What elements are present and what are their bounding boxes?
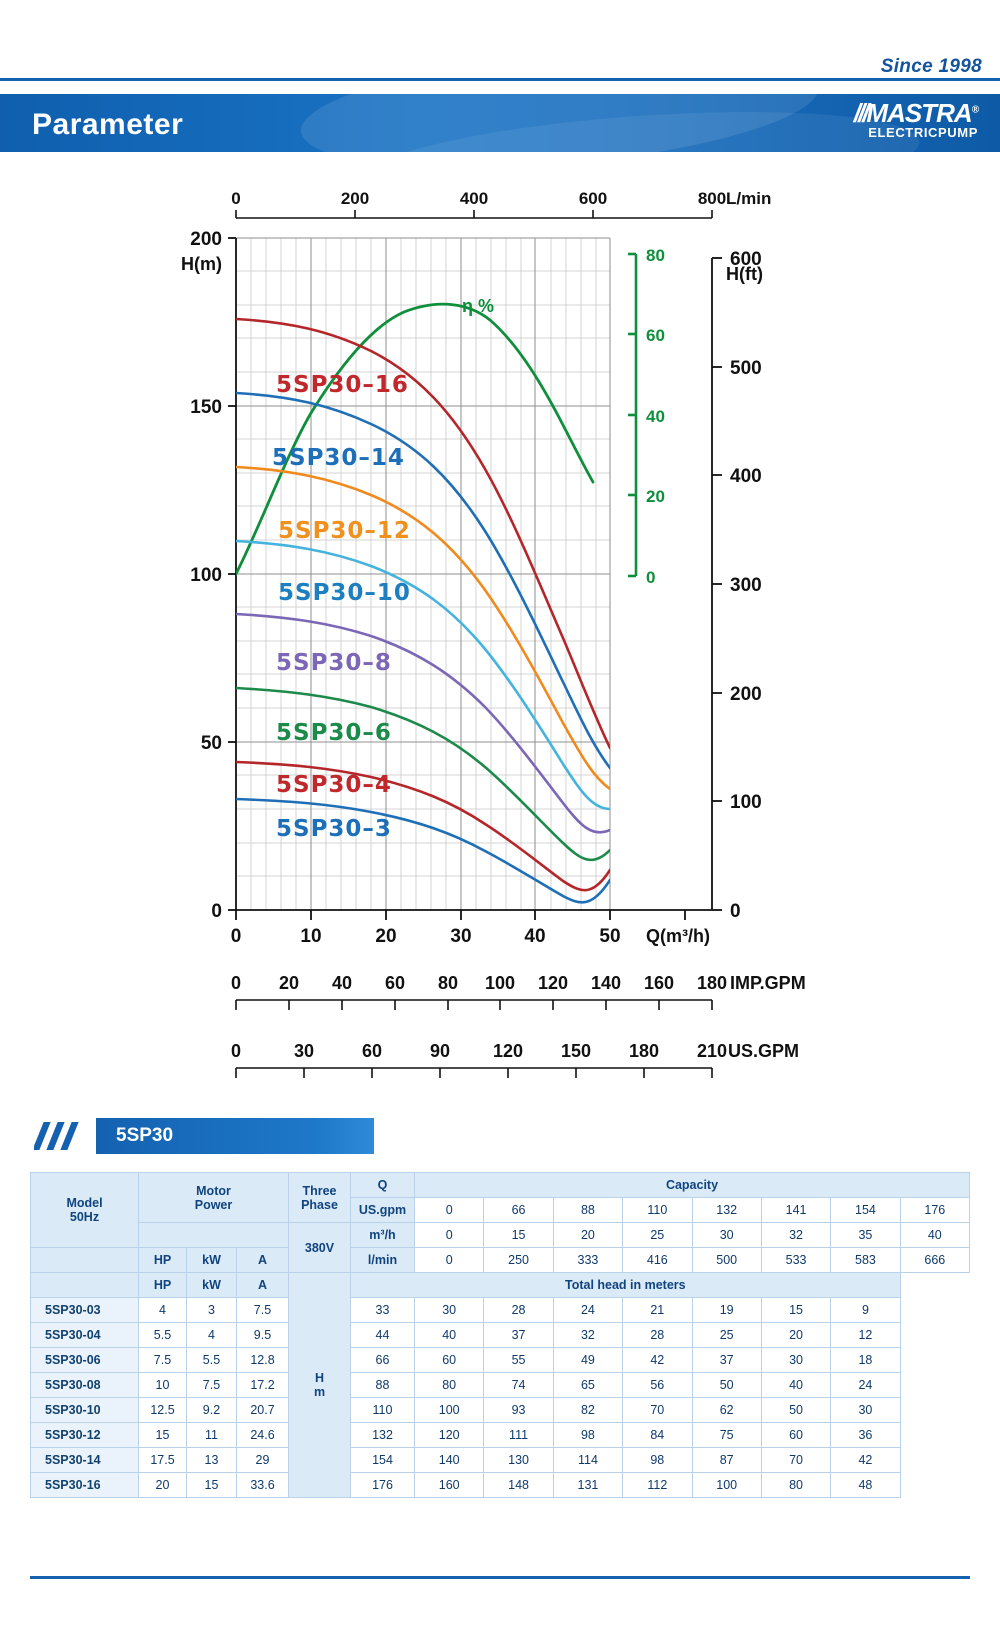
header-a-label: A bbox=[237, 1273, 289, 1298]
xtick-q-0: 0 bbox=[230, 926, 242, 947]
row-head-4: 131 bbox=[553, 1473, 622, 1498]
table-row-total-head bbox=[31, 1273, 970, 1298]
cap-lmin-4: 500 bbox=[692, 1248, 761, 1273]
row-model: 5SP30-06 bbox=[31, 1348, 139, 1373]
table-row bbox=[31, 1448, 970, 1473]
row-head-7: 20 bbox=[761, 1323, 830, 1348]
brand-logo bbox=[854, 100, 978, 140]
cap-lmin-0: 0 bbox=[415, 1248, 484, 1273]
row-head-1: 33 bbox=[351, 1298, 415, 1323]
cap-m3h-0: 0 bbox=[415, 1223, 484, 1248]
xtick-q-50: 50 bbox=[599, 926, 621, 947]
table-row-header-1 bbox=[31, 1173, 970, 1198]
row-head-2: 60 bbox=[415, 1348, 484, 1373]
ytick-right-0: 0 bbox=[730, 901, 741, 922]
brand-mark-text: MASTRA bbox=[866, 98, 972, 128]
section-title-block bbox=[34, 1118, 374, 1154]
header-three: Three bbox=[302, 1183, 337, 1198]
cap-lmin-3: 416 bbox=[623, 1248, 692, 1273]
imp-tick-160: 160 bbox=[643, 973, 675, 993]
xtick-q-30: 30 bbox=[450, 926, 472, 947]
row-a: 24.6 bbox=[237, 1423, 289, 1448]
cap-usgpm-6: 154 bbox=[831, 1198, 900, 1223]
row-head-3: 93 bbox=[484, 1398, 553, 1423]
header-m3h-spacer bbox=[139, 1223, 289, 1248]
row-head-5: 112 bbox=[623, 1473, 692, 1498]
header-h-unit bbox=[289, 1273, 351, 1498]
us-tick-150: 150 bbox=[560, 1041, 592, 1061]
cap-lmin-2: 333 bbox=[553, 1248, 622, 1273]
brand-subtitle: ELECTRICPUMP bbox=[868, 124, 978, 140]
table-row bbox=[31, 1423, 970, 1448]
xtick-top-0: 0 bbox=[231, 189, 241, 208]
table-row bbox=[31, 1298, 970, 1323]
cap-m3h-3: 25 bbox=[623, 1223, 692, 1248]
header-model-blank bbox=[31, 1248, 139, 1273]
ytick-right-500: 500 bbox=[730, 358, 762, 379]
row-head-2: 30 bbox=[415, 1298, 484, 1323]
curve-label-5sp30-6: 5SP30–6 bbox=[276, 720, 392, 746]
row-head-7: 80 bbox=[761, 1473, 830, 1498]
table-row bbox=[31, 1348, 970, 1373]
row-head-3: 74 bbox=[484, 1373, 553, 1398]
cap-lmin-5: 533 bbox=[761, 1248, 830, 1273]
us-tick-60: 60 bbox=[361, 1041, 383, 1061]
xtick-top-600: 600 bbox=[578, 189, 608, 208]
imp-tick-80: 80 bbox=[437, 973, 459, 993]
row-model: 5SP30-12 bbox=[31, 1423, 139, 1448]
section-hatch-icon bbox=[34, 1122, 94, 1150]
header-a: A bbox=[237, 1248, 289, 1273]
header-model-line2: 50Hz bbox=[69, 1210, 100, 1224]
since-label: Since 1998 bbox=[880, 56, 982, 77]
curve-label-5sp30-3: 5SP30–3 bbox=[276, 816, 392, 842]
xtick-q-40: 40 bbox=[524, 926, 546, 947]
axis-top-lmin bbox=[236, 210, 712, 218]
xtick-q-10: 10 bbox=[300, 926, 322, 947]
row-head-3: 28 bbox=[484, 1298, 553, 1323]
header-model bbox=[31, 1173, 139, 1248]
imp-tick-40: 40 bbox=[331, 973, 353, 993]
header-motor-power bbox=[139, 1173, 289, 1223]
efficiency-legend: η % bbox=[462, 296, 495, 316]
cap-m3h-6: 35 bbox=[831, 1223, 900, 1248]
row-head-2: 160 bbox=[415, 1473, 484, 1498]
row-head-6: 100 bbox=[692, 1473, 761, 1498]
cap-m3h-7: 40 bbox=[900, 1223, 969, 1248]
header-usgpm: US.gpm bbox=[351, 1198, 415, 1223]
row-head-2: 80 bbox=[415, 1373, 484, 1398]
row-head-7: 15 bbox=[761, 1298, 830, 1323]
row-head-5: 98 bbox=[623, 1448, 692, 1473]
imp-tick-140: 140 bbox=[590, 973, 622, 993]
row-head-4: 114 bbox=[553, 1448, 622, 1473]
curve-label-5sp30-10: 5SP30–10 bbox=[278, 580, 411, 606]
row-model: 5SP30-10 bbox=[31, 1398, 139, 1423]
row-a: 20.7 bbox=[237, 1398, 289, 1423]
row-head-4: 65 bbox=[553, 1373, 622, 1398]
row-head-2: 140 bbox=[415, 1448, 484, 1473]
header-m3h: m³/h bbox=[351, 1223, 415, 1248]
row-head-1: 88 bbox=[351, 1373, 415, 1398]
ytick-right-100: 100 bbox=[730, 792, 762, 813]
ytick-right-400: 400 bbox=[730, 466, 762, 487]
imp-tick-20: 20 bbox=[278, 973, 300, 993]
row-model: 5SP30-14 bbox=[31, 1448, 139, 1473]
imp-tick-120: 120 bbox=[537, 973, 569, 993]
ytick-left-200: 200 bbox=[190, 229, 222, 250]
row-head-5: 84 bbox=[623, 1423, 692, 1448]
row-head-8: 24 bbox=[831, 1373, 900, 1398]
row-a: 29 bbox=[237, 1448, 289, 1473]
row-head-1: 110 bbox=[351, 1398, 415, 1423]
row-hp: 10 bbox=[139, 1373, 187, 1398]
us-tick-0: 0 bbox=[230, 1041, 242, 1061]
row-a: 33.6 bbox=[237, 1473, 289, 1498]
row-head-8: 48 bbox=[831, 1473, 900, 1498]
cap-usgpm-5: 141 bbox=[761, 1198, 830, 1223]
brand-registered: ® bbox=[971, 104, 978, 116]
header-h-unit-bottom: m bbox=[313, 1385, 326, 1399]
cap-lmin-7: 666 bbox=[900, 1248, 969, 1273]
brand-mark bbox=[854, 100, 978, 127]
curve-label-5sp30-4: 5SP30–4 bbox=[276, 772, 392, 798]
row-kw: 9.2 bbox=[187, 1398, 237, 1423]
row-head-4: 24 bbox=[553, 1298, 622, 1323]
header-kw-label: kW bbox=[187, 1273, 237, 1298]
row-a: 9.5 bbox=[237, 1323, 289, 1348]
ytick-right-600: 600 bbox=[730, 249, 762, 270]
header-phase: Phase bbox=[301, 1197, 338, 1212]
axis-label-hft: H(ft) bbox=[726, 264, 763, 284]
row-kw: 5.5 bbox=[187, 1348, 237, 1373]
axis-label-us-gpm: US.GPM bbox=[728, 1041, 800, 1061]
axis-imp-gpm bbox=[236, 1000, 712, 1010]
axis-us-gpm bbox=[236, 1068, 712, 1078]
row-head-2: 100 bbox=[415, 1398, 484, 1423]
header-motor-line1: Motor bbox=[196, 1183, 231, 1198]
cap-m3h-5: 32 bbox=[761, 1223, 830, 1248]
ytick-left-0: 0 bbox=[211, 901, 222, 922]
ytick-right-200: 200 bbox=[730, 684, 762, 705]
us-tick-180: 180 bbox=[628, 1041, 660, 1061]
curve-label-5sp30-12: 5SP30–12 bbox=[278, 518, 411, 544]
cap-usgpm-2: 88 bbox=[553, 1198, 622, 1223]
row-head-8: 30 bbox=[831, 1398, 900, 1423]
row-kw: 7.5 bbox=[187, 1373, 237, 1398]
row-head-8: 18 bbox=[831, 1348, 900, 1373]
axis-right-hft bbox=[712, 258, 722, 910]
imp-tick-100: 100 bbox=[484, 973, 516, 993]
row-head-5: 56 bbox=[623, 1373, 692, 1398]
cap-usgpm-4: 132 bbox=[692, 1198, 761, 1223]
imp-tick-180: 180 bbox=[696, 973, 728, 993]
row-head-5: 70 bbox=[623, 1398, 692, 1423]
row-head-7: 70 bbox=[761, 1448, 830, 1473]
row-hp: 7.5 bbox=[139, 1348, 187, 1373]
row-model: 5SP30-03 bbox=[31, 1298, 139, 1323]
xtick-top-800: 800 bbox=[697, 189, 727, 208]
cap-m3h-4: 30 bbox=[692, 1223, 761, 1248]
header-voltage: 380V bbox=[289, 1223, 351, 1273]
table-row-header-4 bbox=[31, 1248, 970, 1273]
row-head-6: 62 bbox=[692, 1398, 761, 1423]
header-model-line1: Model bbox=[66, 1196, 103, 1210]
row-head-3: 148 bbox=[484, 1473, 553, 1498]
axis-label-q: Q(m³/h) bbox=[646, 926, 710, 946]
us-tick-120: 120 bbox=[492, 1041, 524, 1061]
header-q: Q bbox=[351, 1173, 415, 1198]
us-tick-30: 30 bbox=[293, 1041, 315, 1061]
table-row bbox=[31, 1398, 970, 1423]
cap-lmin-1: 250 bbox=[484, 1248, 553, 1273]
xtick-q-20: 20 bbox=[375, 926, 397, 947]
eff-tick-80: 80 bbox=[646, 246, 665, 265]
row-a: 17.2 bbox=[237, 1373, 289, 1398]
ytick-left-100: 100 bbox=[190, 565, 222, 586]
row-head-8: 36 bbox=[831, 1423, 900, 1448]
row-head-7: 50 bbox=[761, 1398, 830, 1423]
header-h-unit-top: H bbox=[314, 1371, 325, 1385]
row-hp: 15 bbox=[139, 1423, 187, 1448]
axis-label-imp-gpm: IMP.GPM bbox=[730, 973, 806, 993]
cap-usgpm-0: 0 bbox=[415, 1198, 484, 1223]
row-head-6: 87 bbox=[692, 1448, 761, 1473]
row-head-3: 111 bbox=[484, 1423, 553, 1448]
header-hp-blank bbox=[31, 1273, 139, 1298]
row-head-6: 19 bbox=[692, 1298, 761, 1323]
row-head-1: 154 bbox=[351, 1448, 415, 1473]
curve-label-5sp30-16: 5SP30–16 bbox=[276, 372, 409, 398]
header-kw: kW bbox=[187, 1248, 237, 1273]
us-tick-90: 90 bbox=[429, 1041, 451, 1061]
cap-usgpm-7: 176 bbox=[900, 1198, 969, 1223]
imp-tick-60: 60 bbox=[384, 973, 406, 993]
row-head-4: 49 bbox=[553, 1348, 622, 1373]
row-head-6: 37 bbox=[692, 1348, 761, 1373]
row-head-3: 130 bbox=[484, 1448, 553, 1473]
cap-m3h-1: 15 bbox=[484, 1223, 553, 1248]
specification-table bbox=[30, 1172, 970, 1498]
row-head-6: 25 bbox=[692, 1323, 761, 1348]
table-row-header-3 bbox=[31, 1223, 970, 1248]
curve-label-5sp30-14: 5SP30–14 bbox=[272, 445, 405, 471]
row-head-4: 32 bbox=[553, 1323, 622, 1348]
section-title-text: 5SP30 bbox=[116, 1125, 174, 1146]
row-a: 7.5 bbox=[237, 1298, 289, 1323]
table-row bbox=[31, 1373, 970, 1398]
header-three-phase bbox=[289, 1173, 351, 1223]
row-head-3: 37 bbox=[484, 1323, 553, 1348]
row-hp: 17.5 bbox=[139, 1448, 187, 1473]
row-head-6: 75 bbox=[692, 1423, 761, 1448]
row-head-1: 44 bbox=[351, 1323, 415, 1348]
row-head-7: 40 bbox=[761, 1373, 830, 1398]
row-kw: 3 bbox=[187, 1298, 237, 1323]
header-top-rule bbox=[0, 78, 1000, 81]
row-head-8: 12 bbox=[831, 1323, 900, 1348]
row-head-1: 176 bbox=[351, 1473, 415, 1498]
header-hp-label: HP bbox=[139, 1273, 187, 1298]
section-title-bar bbox=[96, 1118, 374, 1154]
row-head-1: 66 bbox=[351, 1348, 415, 1373]
row-kw: 15 bbox=[187, 1473, 237, 1498]
xtick-top-400: 400 bbox=[459, 189, 489, 208]
row-head-1: 132 bbox=[351, 1423, 415, 1448]
row-a: 12.8 bbox=[237, 1348, 289, 1373]
row-hp: 4 bbox=[139, 1298, 187, 1323]
row-head-2: 120 bbox=[415, 1423, 484, 1448]
performance-chart bbox=[0, 170, 1000, 1090]
row-hp: 5.5 bbox=[139, 1323, 187, 1348]
row-kw: 4 bbox=[187, 1323, 237, 1348]
cap-usgpm-1: 66 bbox=[484, 1198, 553, 1223]
row-head-7: 30 bbox=[761, 1348, 830, 1373]
eff-tick-40: 40 bbox=[646, 407, 665, 426]
header-lmin: l/min bbox=[351, 1248, 415, 1273]
row-head-2: 40 bbox=[415, 1323, 484, 1348]
ytick-right-300: 300 bbox=[730, 575, 762, 596]
curve-5sp30-3 bbox=[236, 799, 610, 902]
eff-tick-0: 0 bbox=[646, 568, 656, 587]
row-head-5: 21 bbox=[623, 1298, 692, 1323]
eff-tick-60: 60 bbox=[646, 326, 665, 345]
row-head-6: 50 bbox=[692, 1373, 761, 1398]
us-tick-210: 210 bbox=[696, 1041, 728, 1061]
row-model: 5SP30-04 bbox=[31, 1323, 139, 1348]
row-head-4: 98 bbox=[553, 1423, 622, 1448]
header-capacity: Capacity bbox=[415, 1173, 970, 1198]
ytick-left-50: 50 bbox=[200, 733, 222, 754]
row-head-3: 55 bbox=[484, 1348, 553, 1373]
brand-slashes: /// bbox=[853, 98, 867, 128]
row-kw: 11 bbox=[187, 1423, 237, 1448]
row-head-8: 9 bbox=[831, 1298, 900, 1323]
header-hp: HP bbox=[139, 1248, 187, 1273]
row-head-7: 60 bbox=[761, 1423, 830, 1448]
imp-tick-0: 0 bbox=[230, 973, 242, 993]
row-head-5: 28 bbox=[623, 1323, 692, 1348]
axis-left-hm bbox=[228, 238, 236, 910]
table-row bbox=[31, 1323, 970, 1348]
ytick-left-150: 150 bbox=[190, 397, 222, 418]
axis-efficiency bbox=[628, 254, 636, 576]
table-row bbox=[31, 1473, 970, 1498]
axis-label-hm: H(m) bbox=[181, 254, 222, 274]
cap-lmin-6: 583 bbox=[831, 1248, 900, 1273]
cap-usgpm-3: 110 bbox=[623, 1198, 692, 1223]
curve-label-5sp30-8: 5SP30–8 bbox=[276, 650, 392, 676]
performance-chart-svg bbox=[0, 170, 1000, 1090]
row-model: 5SP30-08 bbox=[31, 1373, 139, 1398]
row-head-8: 42 bbox=[831, 1448, 900, 1473]
row-kw: 13 bbox=[187, 1448, 237, 1473]
row-hp: 20 bbox=[139, 1473, 187, 1498]
header-motor-line2: Power bbox=[194, 1197, 233, 1212]
axis-bottom-q bbox=[236, 910, 712, 920]
row-hp: 12.5 bbox=[139, 1398, 187, 1423]
footer-rule bbox=[30, 1576, 970, 1579]
xtick-top-200: 200 bbox=[340, 189, 370, 208]
row-head-4: 82 bbox=[553, 1398, 622, 1423]
row-model: 5SP30-16 bbox=[31, 1473, 139, 1498]
header-total-head: Total head in meters bbox=[351, 1273, 901, 1298]
row-head-5: 42 bbox=[623, 1348, 692, 1373]
cap-m3h-2: 20 bbox=[553, 1223, 622, 1248]
eff-tick-20: 20 bbox=[646, 487, 665, 506]
page-title: Parameter bbox=[32, 108, 184, 141]
axis-label-lmin: L/min bbox=[726, 189, 772, 208]
